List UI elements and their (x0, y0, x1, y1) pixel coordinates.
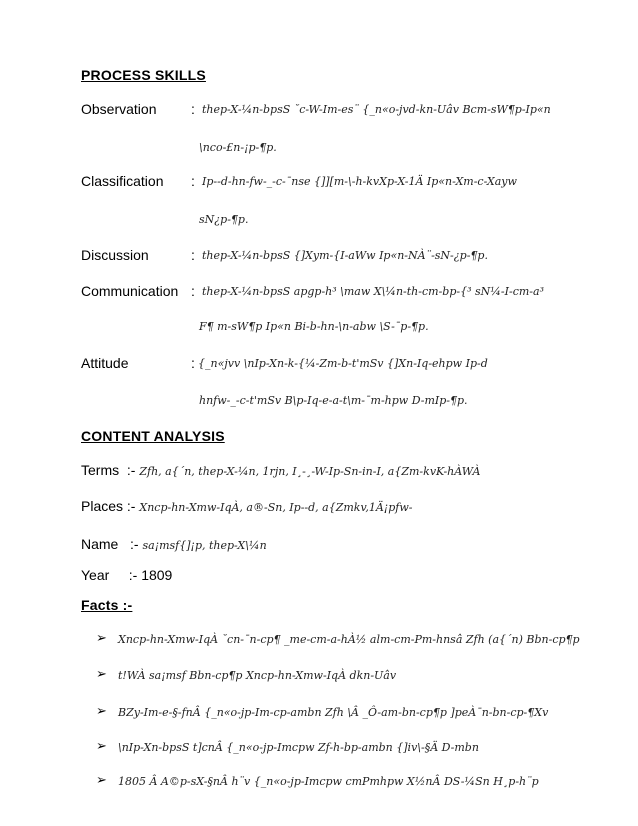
colon: : (191, 101, 195, 117)
colon: : (191, 355, 195, 371)
skill-description-line: F¶ m-sW¶p Ip«n Bi-b-hn-\n-abw \S-¯p-¶p. (199, 320, 429, 333)
skill-description-line: hnfw-_-c-t'mSv B\p-Iq-e-a-t\m-¯m-hpw D-mIp-¶p. (199, 394, 468, 407)
process-skills-heading: PROCESS SKILLS (81, 67, 206, 83)
skill-description-line: sN¿p-¶p. (199, 213, 249, 226)
skill-description-line: thep-X-¼n-bpsS ˘c-W-Im-es¨ {_n«o-jvd-kn-Uâv Bcm-sW¶p-Ip«n (202, 103, 551, 116)
fact-item: \nIp-Xn-bpsS t]cnÂ {_n«o-jp-Imcpw Zf-h-bp-ambn {]iv\-§Ä D-mbn (118, 741, 479, 754)
row-value: Zfh, a{´n, thep-X-¼n, 1rjn, I¸-¸-W-Ip-Sn-in-I, a{Zm-kvK-hÀWÀ (139, 465, 481, 478)
skill-description-line: {_n«jvv \nIp-Xn-k-{¼-Zm-b-t'mSv {]Xn-Iq-ehpw Ip-d (198, 357, 488, 370)
skill-description-line: Ip--d-hn-fw-_-c-¯nse {]][m-\-h-kvXp-X-1Ä Ip«n-Xm-c-Xayw (202, 175, 517, 188)
arrow-bullet-icon: ➢ (96, 667, 107, 682)
row-separator: :- (128, 567, 138, 583)
skill-label-classification: Classification (81, 173, 164, 189)
colon: : (191, 247, 195, 263)
row-value: sa¡msf{]¡p, thep-X\¼n (142, 539, 267, 552)
skill-label-discussion: Discussion (81, 247, 149, 263)
arrow-bullet-icon: ➢ (96, 773, 107, 788)
fact-item: BZy-Im-e-§-fnÂ {_n«o-jp-Im-cp-ambn Zfh \Â _Ô-am-bn-cp¶p ]peÀ¯n-bn-cp-¶Xv (118, 706, 549, 719)
fact-item: t!WÀ sa¡msf Bbn-cp¶p Xncp-hn-Xmw-IqÀ dkn-Uâv (118, 669, 397, 682)
skill-label-observation: Observation (81, 101, 157, 117)
arrow-bullet-icon: ➢ (96, 631, 107, 646)
row-label: Places (81, 498, 124, 514)
content-row-terms (81, 462, 480, 478)
skill-label-communication: Communication (81, 283, 179, 299)
skill-description-line: thep-X-¼n-bpsS apgp-h³ \maw X\¼n-th-cm-bp-{³ sN¼-I-cm-a³ (202, 285, 544, 298)
skill-label-attitude: Attitude (81, 355, 129, 371)
row-label: Name (81, 536, 119, 552)
row-separator: :- (130, 536, 139, 552)
fact-item: 1805 Â A©p-sX-§nÂ h¨v {_n«o-jp-Imcpw cmPmhpw X½nÂ DS-¼Sn H¸p-h¨p (118, 775, 539, 788)
content-row-name (81, 536, 267, 552)
skill-description-line: thep-X-¼n-bpsS {]Xym-{I-aWw Ip«n-NÀ¨-sN-¿p-¶p. (202, 249, 488, 262)
content-row-year (81, 567, 172, 583)
arrow-bullet-icon: ➢ (96, 704, 107, 719)
row-label: Year (81, 567, 110, 583)
skill-description-line: \nco-£n-¡p-¶p. (199, 141, 277, 154)
row-separator: :- (126, 462, 136, 478)
row-separator: :- (126, 498, 136, 514)
colon: : (191, 173, 195, 189)
facts-heading: Facts :- (81, 597, 133, 613)
content-analysis-heading: CONTENT ANALYSIS (81, 428, 225, 444)
fact-item: Xncp-hn-Xmw-IqÀ ˘cn-¯n-cp¶ _me-cm-a-hÀ½ alm-cm-Pm-hnsâ Zfh (a{´n) Bbn-cp¶p (118, 633, 580, 646)
arrow-bullet-icon: ➢ (96, 739, 107, 754)
row-value: 1809 (141, 567, 173, 583)
colon: : (191, 283, 195, 299)
row-value: Xncp-hn-Xmw-IqÀ, a®-Sn, Ip--d, a{Zmkv,1Ä¡pfw- (139, 501, 413, 514)
content-row-places (81, 498, 412, 514)
row-label: Terms (81, 462, 120, 478)
